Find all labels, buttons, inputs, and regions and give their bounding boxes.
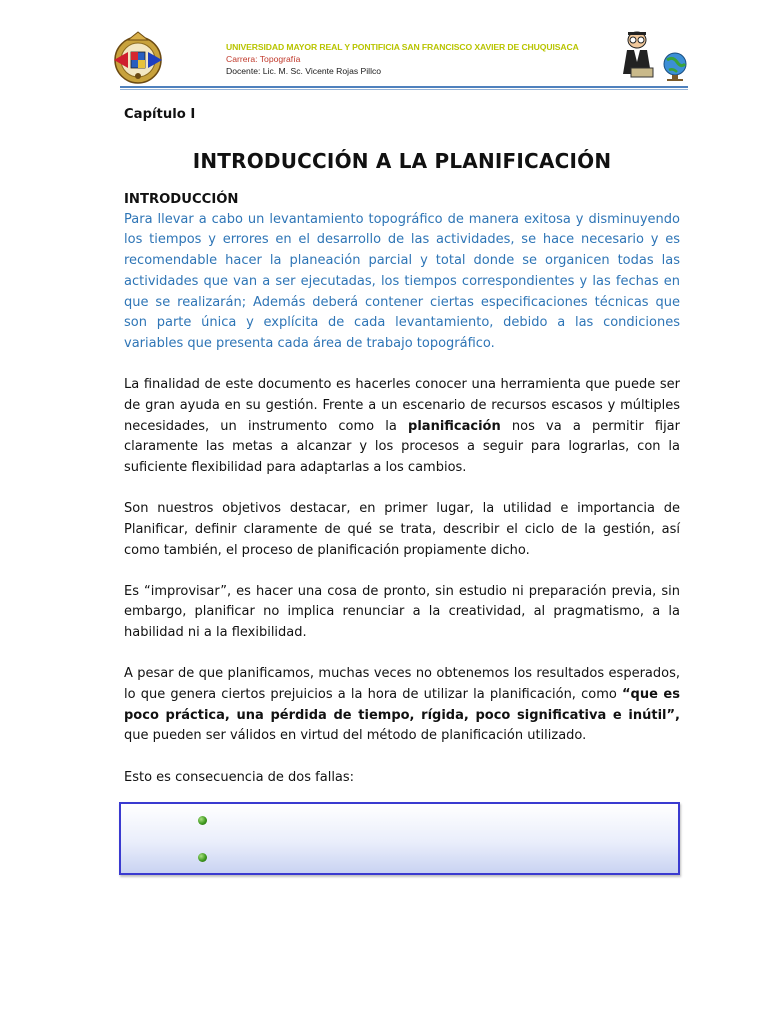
professor-globe-icon [617,30,691,82]
page-title: INTRODUCCIÓN A LA PLANIFICACIÓN [192,148,612,173]
bold-term: planificación [408,418,501,434]
university-crest-icon [112,30,164,86]
paragraph-text: La finalidad de este documento es hacerles conocer una herramienta que puede ser de gran ayuda en su gestión. Frente a un escenario de recursos escasos y múltiples necesidades, un instrumento como la [124,377,680,434]
green-bullet-icon [198,853,207,862]
paragraph-text: A pesar de que planificamos, muchas veces no obtenemos los resultados esperados, lo que genera ciertos prejuicios a la hora de utilizar la planificación, como [124,666,680,703]
university-name: UNIVERSIDAD MAYOR REAL Y PONTIFICIA SAN FRANCISCO XAVIER DE CHUQUISACA [226,42,579,52]
career-label: Carrera: Topografía [226,54,301,64]
teacher-label: Docente: Lic. M. Sc. Vicente Rojas Pillco [226,66,382,76]
paragraph-text: nos va a permitir fijar claramente las metas a alcanzar y los procesos a seguir para lograrlas, con la suficiente flexibilidad para adaptarlas a los cambios. [124,418,680,475]
paragraph-prejudices [124,664,680,747]
paragraph-purpose [124,375,680,479]
paragraph-objectives: Son nuestros objetivos destacar, en primer lugar, la utilidad e importancia de Planificar, definir claramente de qué se trata, describir el ciclo de la gestión, así como también, el proceso de planificación propiamente dicho. [124,501,680,558]
intro-paragraph: Para llevar a cabo un levantamiento topográfico de manera exitosa y disminuyendo los tiempos y errores en el desarrollo de las actividades, se hace necesario y es recomendable hacer la planeación parcial y total donde se organicen todas las actividades que van a ser ejecutadas, los tiempos correspondientes y las fechas en que se realizarán; Además deberá contener ciertas especificaciones técnicas que son parte única y explícita de cada levantamiento, debido a las condiciones variables que presenta cada área de trabajo topográfico. [124,211,680,351]
chapter-label: Capítulo I [124,107,196,122]
paragraph-failures: Esto es consecuencia de dos fallas: [124,769,355,785]
failures-box [119,802,680,875]
paragraph-text: que pueden ser válidos en virtud del método de planificación utilizado. [124,728,587,744]
paragraph-improvise: Es “improvisar”, es hacer una cosa de pronto, sin estudio ni preparación previa, sin embargo, planificar no implica renunciar a la creatividad, al pragmatismo, a la habilidad ni a la flexibilidad. [124,583,680,641]
document-body [124,105,680,788]
bold-quote: “que es poco práctica, una pérdida de tiempo, rígida, poco significativa e inútil”, [124,687,680,723]
green-bullet-icon [198,816,207,825]
header-text [226,42,579,76]
page-header [0,0,768,100]
section-heading: INTRODUCCIÓN [124,191,239,207]
header-rule-thin [120,89,688,90]
header-rule [120,86,688,88]
